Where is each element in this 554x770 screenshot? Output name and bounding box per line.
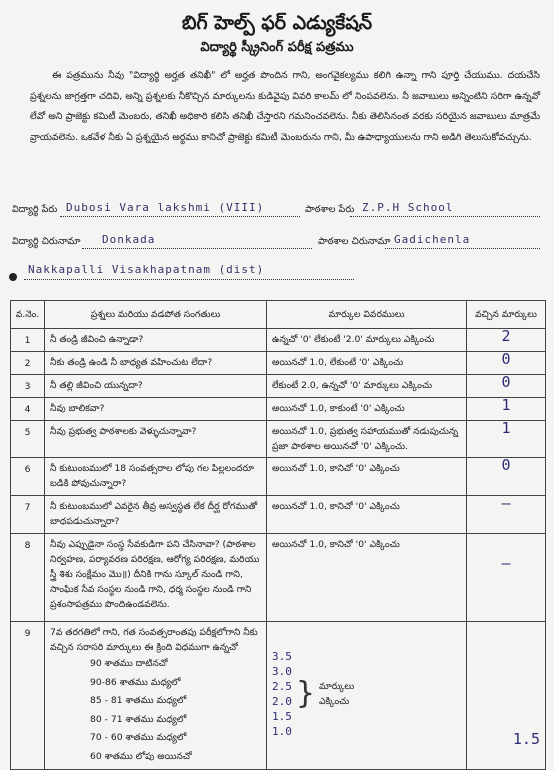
row-score[interactable]: 0 (467, 458, 546, 496)
q9-range-item: 60 శాతము లోపు అయినచో (90, 750, 192, 762)
student-address-value[interactable]: Donkada (102, 233, 156, 246)
header-serial: వ.నెం. (11, 301, 45, 329)
q9-scale-value: 3.0 (272, 665, 292, 678)
row-number: 8 (11, 534, 45, 622)
q9-scale-value: 3.5 (272, 650, 292, 663)
student-name-label: విద్యార్థి పేరు (12, 204, 58, 215)
table-row (11, 534, 546, 622)
q9-range-item: 85 - 81 శాతము మధ్యలో (90, 695, 187, 706)
row-marks-rule: లేకుంటే 2.0, ఉన్నచో '0' మార్కులు ఎక్కించు (267, 375, 467, 398)
row-question: నీవు ప్రభుత్వ పాఠశాలకు వెళ్ళుచున్నావా? (45, 421, 267, 458)
row-question: నీవు ఎప్పుడైనా సంస్థ సేవకుడిగా పని చేసినావా? (పాఠశాల నిర్వహణ, పర్యావరణ పరిరక్షణ, ఆరోగ్య పరిరక్షణ, మరియు స్త్రీ శిశు సంక్షేమం మొ॥) దీనికి గాను స్కూల్ నుండి గాని, సాంఘిక సేవ సంస్థల నుండి గాని, ధర్మ సంస్థల నుండి గాని ప్రశంసాపత్రము పొందిఉండవలెను. (45, 534, 267, 622)
screening-table (10, 300, 546, 770)
q9-scale-list (272, 649, 292, 739)
school-address-label: పాఠశాల చిరునామా (318, 236, 391, 247)
student-address-label: విద్యార్థి చిరునామా (12, 236, 81, 247)
q9-range-item: 90-86 శాతము మధ్యలో (90, 676, 181, 688)
q9-scale-value: 2.5 (272, 680, 292, 693)
row-score[interactable]: 2 (467, 329, 546, 352)
header-marks-details: మార్కుల వివరములు (267, 301, 467, 329)
row-score[interactable]: — (467, 534, 546, 622)
row-number: 4 (11, 398, 45, 421)
page-subtitle: విద్యార్థి స్క్రీనింగ్ పరీక్ష పత్రము (200, 40, 354, 55)
table-row (11, 622, 546, 770)
address-line2-value[interactable]: Nakkapalli Visakhapatnam (dist) (28, 263, 265, 276)
table-row (11, 375, 546, 398)
right-bracket-icon: } (295, 676, 315, 711)
table-row (11, 352, 546, 375)
school-name-value[interactable]: Z.P.H School (362, 201, 454, 214)
q9-scale-value: 1.5 (272, 710, 292, 723)
school-name-label: పాఠశాల పేరు (305, 204, 355, 215)
row-score[interactable]: 1.5 (467, 622, 546, 770)
q9-marks-rule: మార్కులు ఎక్కించు (318, 681, 355, 707)
q9-range-item: 90 శాతము దాటినచో (90, 658, 168, 669)
row-marks-rule: అయినచో 1.0, కానిచో '0' ఎక్కించు (267, 534, 467, 622)
row-score[interactable]: 0 (467, 375, 546, 398)
row-number: 9 (11, 622, 45, 770)
row-question: నీ తల్లి జీవించి యున్నదా? (45, 375, 267, 398)
row-marks-rule: అయినచో 1.0, కాకుంటే '0' ఎక్కించు (267, 398, 467, 421)
row-marks-rule: అయినచో 1.0, ప్రభుత్వ సహాయముతో నడుపుచున్న ప్రజా పాఠశాల అయినచో '0' ఎక్కించు. (267, 421, 467, 458)
row-marks-rule: అయినచో 1.0, కానిచో '0' ఎక్కించు (267, 458, 467, 496)
row-marks-rule: అయినచో 1.0, లేకుంటే '0' ఎక్కించు (267, 352, 467, 375)
q9-range-item: 70 - 60 శాతము మధ్యలో (90, 732, 187, 743)
table-row (11, 398, 546, 421)
row-number: 5 (11, 421, 45, 458)
instructions-paragraph: ఈ పత్రమును నీవు "విద్యార్థి అర్హత తనిఖీ" లో అర్హత పొందిన గాని, అంగవైకల్యము కలిగి ఉన్నా గాని పూర్తి చేయుము. దయచేసి ప్రశ్నలను జాగ్రత్తగా చదివి, అన్ని ప్రశ్నలకు నీకొచ్చిన మార్కులను కుడివైపు వివరి కాలమ్ లో నింపవలెను. నీ జవాబులు అన్నింటిని సరిగా ఉన్నవో లేవో అని ప్రాజెక్టు కమిటీ మెంబరు, తనిఖీ అధికారి కలిసి తనిఖీ చేస్తారని గమనించవలెను. నీకు తెలిసినంత వరకు సరియైన జవాబులు మాత్రమే వ్రాయవలెను. ఒకవేళ నీకు ఏ ప్రశ్నయైన అర్థము కానిచో ప్రాజెక్టు కమిటీ మెంబరును గాని, మీ ఉపాధ్యాయులను గాని అడిగి తెలుసుకోవచ్చును. (30, 70, 540, 143)
header-questions: ప్రశ్నలు మరియు వడపోత సంగతులు (45, 301, 267, 329)
row-score[interactable]: 0 (467, 352, 546, 375)
row-question: నీకు తండ్రి ఉండి నీ బాధ్యత వహించుట లేదా? (45, 352, 267, 375)
row-question: నీ తండ్రి జీవించి ఉన్నాడా? (45, 329, 267, 352)
table-row (11, 329, 546, 352)
q9-question-text: 7వ తరగతిలో గాని, గత సంవత్సరాంతపు పరీక్షలోగాని నీకు వచ్చిన సరాసరి మార్కులు ఈ క్రింది విధముగా ఉన్నచో (50, 627, 258, 653)
row-score[interactable]: 1 (467, 398, 546, 421)
row-number: 3 (11, 375, 45, 398)
row-marks-rule: అయినచో 1.0, కానిచో '0' ఎక్కించు (267, 496, 467, 534)
row-number: 2 (11, 352, 45, 375)
row-number: 7 (11, 496, 45, 534)
table-row (11, 496, 546, 534)
row-number: 1 (11, 329, 45, 352)
row-question: నీవు బాలికవా? (45, 398, 267, 421)
student-name-value[interactable]: Dubosi Vara lakshmi (VIII) (66, 201, 265, 214)
row-score[interactable]: — (467, 496, 546, 534)
school-address-value[interactable]: Gadichenla (394, 233, 471, 246)
q9-scale-value: 2.0 (272, 695, 292, 708)
table-row (11, 421, 546, 458)
table-row (11, 458, 546, 496)
table-header-row (11, 301, 546, 329)
row-marks-rule: ఉన్నచో '0' లేకుంటే '2.0' మార్కులు ఎక్కించు (267, 329, 467, 352)
bullet-dot-icon (9, 273, 17, 281)
page-title: బిగ్ హెల్ప్ ఫర్ ఎడ్యుకేషన్ (181, 12, 373, 34)
row-question: నీ కుటుంబములో 18 సంవత్సరాల లోపు గల పిల్లలందరూ బడికి పోవుచున్నారా? (45, 458, 267, 496)
row-marks-rule (267, 622, 467, 770)
q9-scale-value: 1.0 (272, 725, 292, 738)
q9-range-item: 80 - 71 శాతము మధ్యలో (90, 713, 187, 725)
row-question: నీ కుటుంబములో ఎవరైన తీవ్ర అస్వస్థత లేక దీర్ఘ రోగముతో బాధపడుచున్నారా? (45, 496, 267, 534)
row-score[interactable]: 1 (467, 421, 546, 458)
row-number: 6 (11, 458, 45, 496)
header-marks-obtained: వచ్చిన మార్కులు (467, 301, 546, 329)
row-question (45, 622, 267, 770)
